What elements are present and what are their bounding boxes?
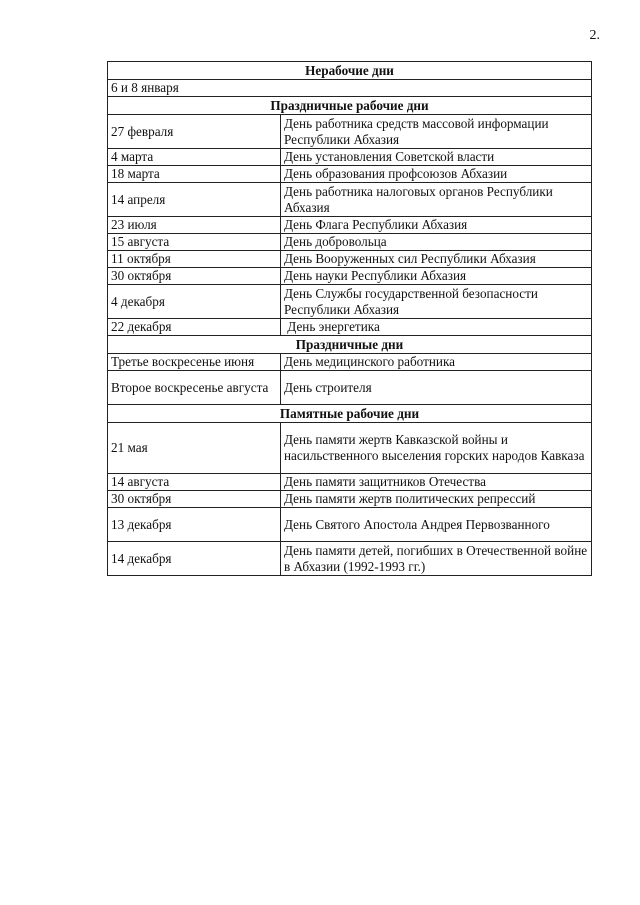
holiday-name-cell: День работника налоговых органов Республики Абхазия xyxy=(281,183,592,217)
date-cell: 30 октября xyxy=(108,491,281,508)
holiday-name-cell: День образования профсоюзов Абхазии xyxy=(281,166,592,183)
table-row xyxy=(108,183,592,217)
section-header xyxy=(108,62,592,80)
table-row xyxy=(108,285,592,319)
table-row xyxy=(108,474,592,491)
section-header xyxy=(108,405,592,423)
date-cell: 23 июля xyxy=(108,217,281,234)
table-row xyxy=(108,542,592,576)
date-cell: 4 марта xyxy=(108,149,281,166)
section-title: Памятные рабочие дни xyxy=(108,405,592,423)
holiday-name-cell: День добровольца xyxy=(281,234,592,251)
page-number: 2. xyxy=(589,28,600,43)
date-cell: 14 апреля xyxy=(108,183,281,217)
section-title: Праздничные дни xyxy=(108,336,592,354)
date-cell: 13 декабря xyxy=(108,508,281,542)
table-row xyxy=(108,217,592,234)
holiday-name-cell: День Флага Республики Абхазия xyxy=(281,217,592,234)
table-row xyxy=(108,354,592,371)
holiday-name-cell: День памяти жертв Кавказской войны и насильственного выселения горских народов Кавказа xyxy=(281,423,592,474)
holiday-name-cell: День медицинского работника xyxy=(281,354,592,371)
table-row xyxy=(108,491,592,508)
date-cell: 18 марта xyxy=(108,166,281,183)
date-cell: Третье воскресенье июня xyxy=(108,354,281,371)
table-row xyxy=(108,268,592,285)
section-header xyxy=(108,97,592,115)
holiday-name-cell: День энергетика xyxy=(281,319,592,336)
holiday-name-cell: День памяти детей, погибших в Отечественной войне в Абхазии (1992-1993 гг.) xyxy=(281,542,592,576)
table-row xyxy=(108,115,592,149)
table-row xyxy=(108,371,592,405)
table-row xyxy=(108,319,592,336)
table-row xyxy=(108,423,592,474)
date-cell: 15 августа xyxy=(108,234,281,251)
holiday-name-cell: День работника средств массовой информации Республики Абхазия xyxy=(281,115,592,149)
date-cell: 22 декабря xyxy=(108,319,281,336)
holiday-name-cell: День Вооруженных сил Республики Абхазия xyxy=(281,251,592,268)
date-cell: 14 августа xyxy=(108,474,281,491)
table-row xyxy=(108,166,592,183)
table-row xyxy=(108,251,592,268)
date-cell: Второе воскресенье августа xyxy=(108,371,281,405)
date-cell: 21 мая xyxy=(108,423,281,474)
date-cell: 11 октября xyxy=(108,251,281,268)
holiday-name-cell: День строителя xyxy=(281,371,592,405)
date-cell: 27 февраля xyxy=(108,115,281,149)
table-row xyxy=(108,149,592,166)
section-title: Нерабочие дни xyxy=(108,62,592,80)
section-header xyxy=(108,336,592,354)
holiday-name-cell: День памяти жертв политических репрессий xyxy=(281,491,592,508)
date-cell: 30 октября xyxy=(108,268,281,285)
date-cell: 6 и 8 января xyxy=(108,80,592,97)
date-cell: 4 декабря xyxy=(108,285,281,319)
table-row xyxy=(108,508,592,542)
date-cell: 14 декабря xyxy=(108,542,281,576)
table-row xyxy=(108,80,592,97)
days-table xyxy=(107,61,592,576)
section-title: Праздничные рабочие дни xyxy=(108,97,592,115)
holiday-name-cell: День памяти защитников Отечества xyxy=(281,474,592,491)
holiday-name-cell: День установления Советской власти xyxy=(281,149,592,166)
table-row xyxy=(108,234,592,251)
holiday-name-cell: День Святого Апостола Андрея Первозванного xyxy=(281,508,592,542)
holiday-name-cell: День науки Республики Абхазия xyxy=(281,268,592,285)
holiday-name-cell: День Службы государственной безопасности Республики Абхазия xyxy=(281,285,592,319)
